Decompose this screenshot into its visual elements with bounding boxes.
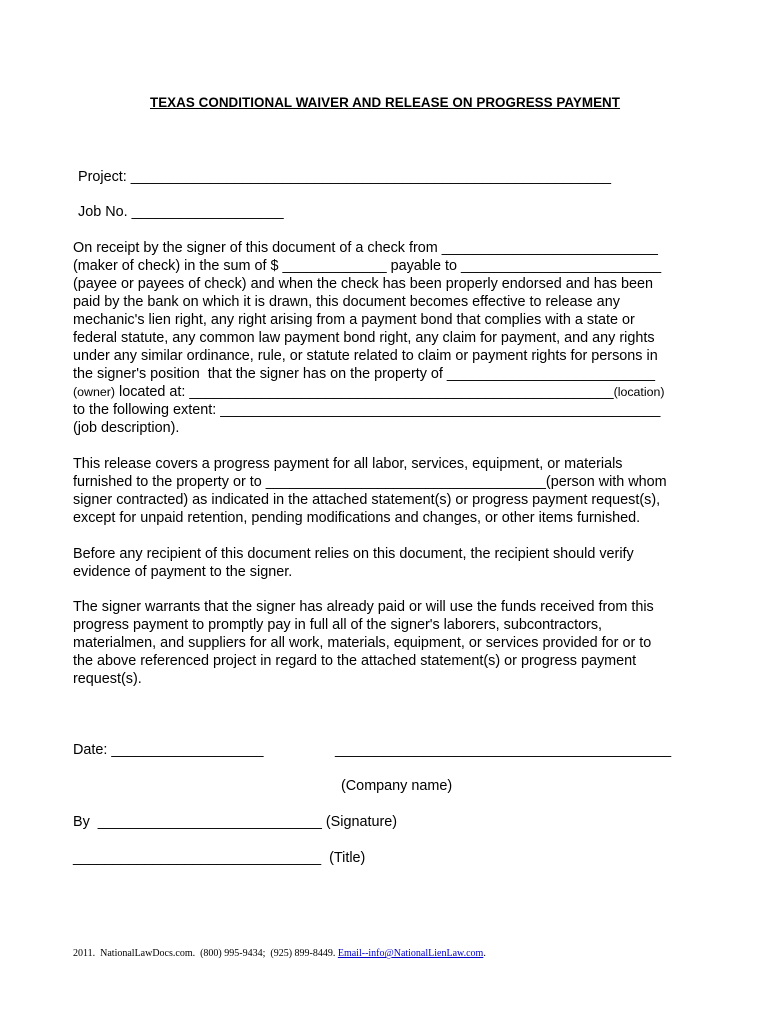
paragraph-line: (payee or payees of check) and when the check has been properly endorsed and has been (73, 276, 654, 292)
title-field: _______________________________ (Title) (73, 850, 366, 866)
paragraph-line: paid by the bank on which it is drawn, this document becomes effective to release any (73, 294, 620, 310)
job-description-label: (job description). (73, 420, 180, 436)
paragraph-line: progress payment to promptly pay in full all of the signer's laborers, subcontractors, (73, 617, 603, 633)
footer-text: 2011. NationalLawDocs.com. (800) 995-9434; (925) 899-8449. (73, 948, 338, 959)
company-name-blank: __________________________________________ (335, 742, 672, 758)
location-label: (location) (613, 385, 665, 399)
document-title: TEXAS CONDITIONAL WAIVER AND RELEASE ON PROGRESS PAYMENT (149, 95, 621, 110)
paragraph-line: On receipt by the signer of this document of a check from ___________________________ (73, 240, 658, 256)
paragraph-line: evidence of payment to the signer. (73, 564, 293, 580)
job-number-field: Job No. ___________________ (78, 204, 284, 220)
extent-field: to the following extent: _______________________________________________________ (73, 402, 661, 418)
footer (73, 948, 486, 959)
company-name-label: (Company name) (341, 778, 453, 794)
owner-location-line (73, 383, 665, 401)
paragraph-line: except for unpaid retention, pending modifications and changes, or other items furnished. (73, 510, 641, 526)
paragraph-line: This release covers a progress payment for all labor, services, equipment, or materials (73, 456, 623, 472)
signature-field: By ____________________________ (Signature) (73, 814, 398, 830)
paragraph-line: federal statute, any common law payment bond right, any claim for payment, and any rights (73, 330, 655, 346)
paragraph-line: The signer warrants that the signer has already paid or will use the funds received from this (73, 599, 654, 615)
owner-label: (owner) (73, 385, 115, 399)
paragraph-line: request(s). (73, 671, 142, 687)
paragraph-line: under any similar ordinance, rule, or statute related to claim or payment rights for persons in (73, 348, 658, 364)
project-field: Project: ____________________________________________________________ (78, 169, 611, 185)
paragraph-line: Before any recipient of this document relies on this document, the recipient should verify (73, 546, 634, 562)
date-field: Date: ___________________ (73, 742, 264, 758)
paragraph-line: furnished to the property or to ___________________________________(person with whom (73, 474, 667, 490)
paragraph-line: materialmen, and suppliers for all work, materials, equipment, or services provided for or to (73, 635, 652, 651)
footer-end: . (483, 948, 486, 959)
paragraph-line: mechanic's lien right, any right arising from a payment bond that complies with a state or (73, 312, 635, 328)
paragraph-line: (maker of check) in the sum of $ _____________ payable to _________________________ (73, 258, 662, 274)
located-at-field: located at: _____________________________________________________ (115, 384, 614, 400)
footer-email-link[interactable]: Email--info@NationalLienLaw.com (337, 948, 484, 959)
paragraph-line: the above referenced project in regard to the attached statement(s) or progress payment (73, 653, 637, 669)
paragraph-line: signer contracted) as indicated in the attached statement(s) or progress payment request(s), (73, 492, 661, 508)
paragraph-line: the signer's position that the signer has on the property of __________________________ (73, 366, 656, 382)
